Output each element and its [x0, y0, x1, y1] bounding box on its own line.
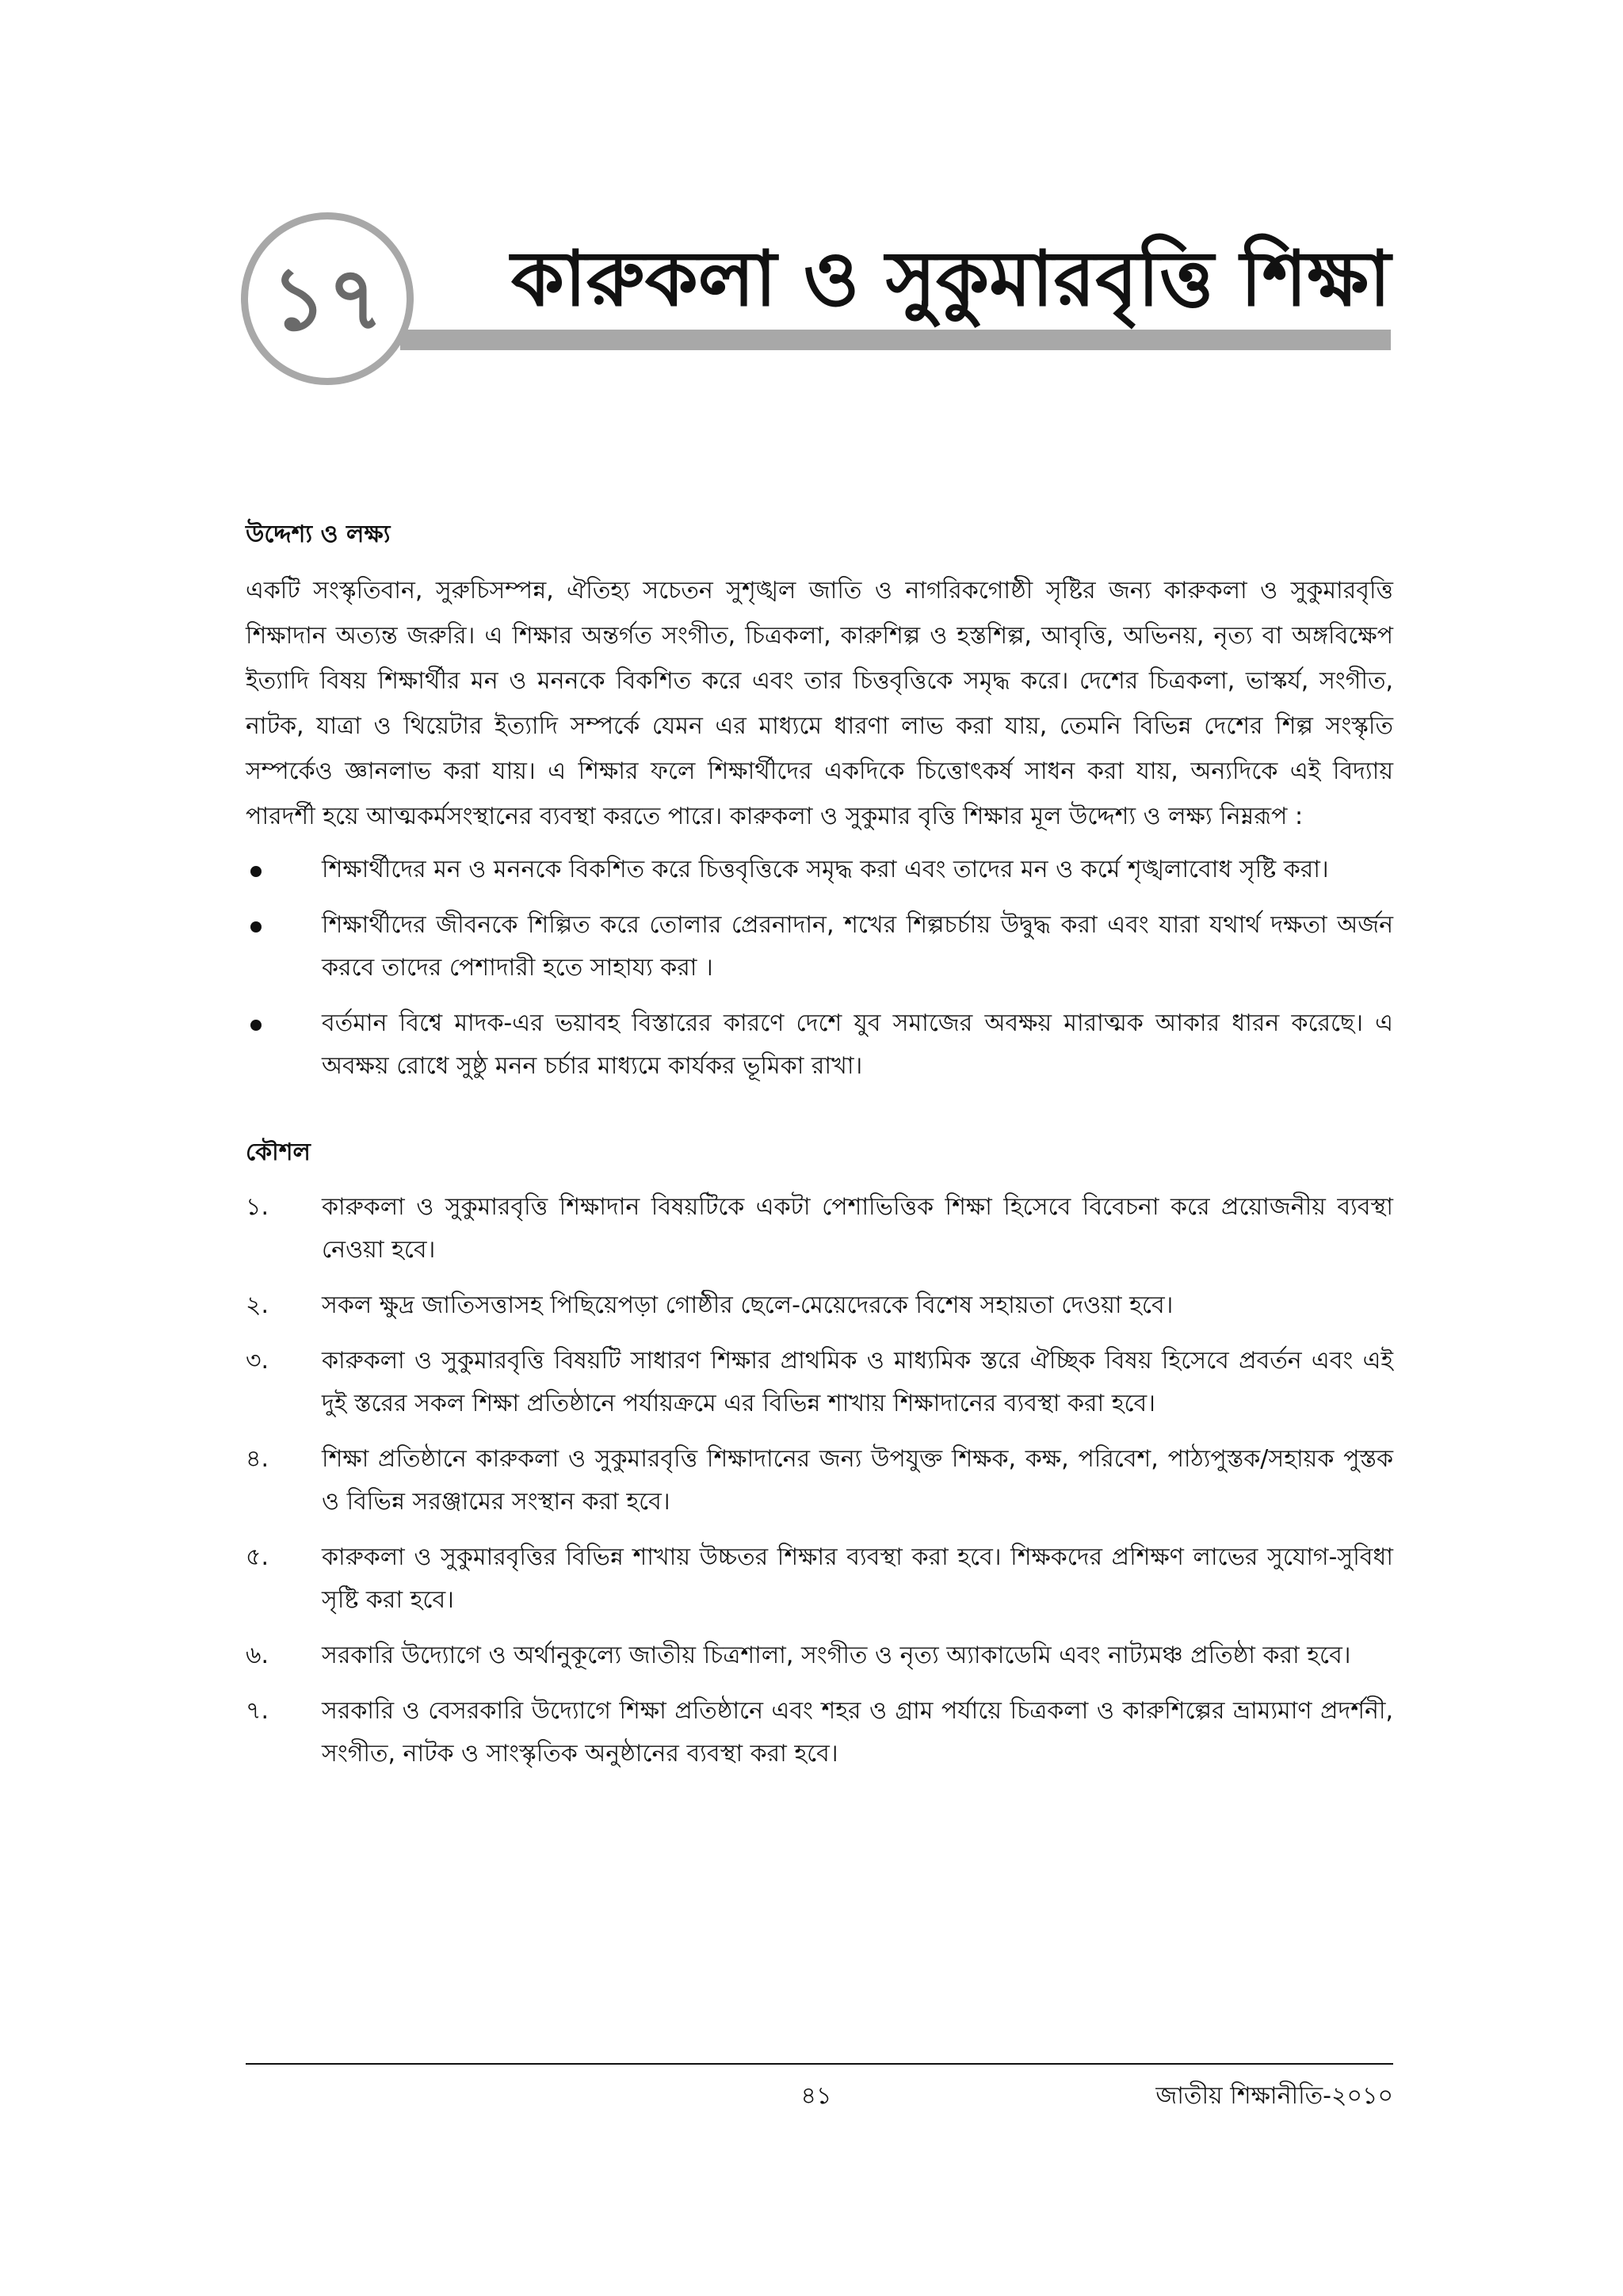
numbered-item — [246, 1690, 1393, 1775]
strategies-numbered-list — [246, 1186, 1393, 1775]
objectives-paragraph: একটি সংস্কৃতিবান, সুরুচিসম্পন্ন, ঐতিহ্য সচেতন সুশৃঙ্খল জাতি ও নাগরিকগোষ্ঠী সৃষ্টির জন্য কারুকলা ও সুকুমারবৃত্তি শিক্ষাদান অত্যন্ত জরুরি। এ শিক্ষার অন্তর্গত সংগীত, চিত্রকলা, কারুশিল্প ও হস্তশিল্প, আবৃত্তি, অভিনয়, নৃত্য বা অঙ্গবিক্ষেপ ইত্যাদি বিষয় শিক্ষার্থীর মন ও মননকে বিকশিত করে এবং তার চিত্তবৃত্তিকে সমৃদ্ধ করে। দেশের চিত্রকলা, ভাস্কর্য, সংগীত, নাটক, যাত্রা ও থিয়েটার ইত্যাদি সম্পর্কে যেমন এর মাধ্যমে ধারণা লাভ করা যায়, তেমনি বিভিন্ন দেশের শিল্প সংস্কৃতি সম্পর্কেও জ্ঞানলাভ করা যায়। এ শিক্ষার ফলে শিক্ষার্থীদের একদিকে চিত্তোৎকর্ষ সাধন করা যায়, অন্যদিকে এই বিদ্যায় পারদর্শী হয়ে আত্মকর্মসংস্থানের ব্যবস্থা করতে পারে। কারুকলা ও সুকুমার বৃত্তি শিক্ষার মূল উদ্দেশ্য ও লক্ষ্য নিম্নরূপ : — [246, 577, 1393, 830]
bullet-text: শিক্ষার্থীদের মন ও মননকে বিকশিত করে চিত্তবৃত্তিকে সমৃদ্ধ করা এবং তাদের মন ও কর্মে শৃঙ্খলাবোধ সৃষ্টি করা। — [322, 856, 1329, 883]
item-text: সরকারি ও বেসরকারি উদ্যোগে শিক্ষা প্রতিষ্ঠানে এবং শহর ও গ্রাম পর্যায়ে চিত্রকলা ও কারুশিল্পের ভ্রাম্যমাণ প্রদর্শনী, সংগীত, নাটক ও সাংস্কৃতিক অনুষ্ঠানের ব্যবস্থা করা হবে। — [322, 1697, 1393, 1768]
item-text: শিক্ষা প্রতিষ্ঠানে কারুকলা ও সুকুমারবৃত্তি শিক্ষাদানের জন্য উপযুক্ত শিক্ষক, কক্ষ, পরিবেশ, পাঠ্যপুস্তক/সহায়ক পুস্তক ও বিভিন্ন সরঞ্জামের সংস্থান করা হবে। — [322, 1445, 1393, 1516]
bullet-icon — [250, 1020, 262, 1031]
item-number: ১. — [246, 1193, 269, 1221]
numbered-item — [246, 1438, 1393, 1524]
numbered-item — [246, 1284, 1393, 1327]
item-number: ৭. — [246, 1697, 269, 1725]
footer-divider — [246, 2063, 1393, 2065]
bullet-text: বর্তমান বিশ্বে মাদক-এর ভয়াবহ বিস্তারের কারণে দেশে যুব সমাজের অবক্ষয় মারাত্মক আকার ধারন করেছে। এ অবক্ষয় রোধে সুষ্ঠু মনন চর্চার মাধ্যমে কার্যকর ভূমিকা রাখা। — [322, 1009, 1393, 1080]
numbered-item — [246, 1634, 1393, 1677]
bullet-icon — [250, 921, 262, 933]
objectives-bullet-list — [246, 849, 1393, 1088]
page-content — [246, 519, 1393, 1788]
section-spacer — [246, 1100, 1393, 1137]
objectives-heading: উদ্দেশ্য ও লক্ষ্য — [246, 521, 391, 548]
item-number: ২. — [246, 1291, 269, 1319]
bullet-icon — [250, 866, 262, 877]
numbered-item — [246, 1340, 1393, 1425]
item-number: ৫. — [246, 1543, 269, 1571]
chapter-number-badge — [241, 212, 414, 385]
item-text: কারুকলা ও সুকুমারবৃত্তি শিক্ষাদান বিষয়টিকে একটা পেশাভিত্তিক শিক্ষা হিসেবে বিবেচনা করে প্রয়োজনীয় ব্যবস্থা নেওয়া হবে। — [322, 1193, 1393, 1264]
numbered-item — [246, 1536, 1393, 1622]
bullet-item — [246, 1002, 1393, 1088]
item-text: কারুকলা ও সুকুমারবৃত্তির বিভিন্ন শাখায় উচ্চতর শিক্ষার ব্যবস্থা করা হবে। শিক্ষকদের প্রশিক্ষণ লাভের সুযোগ-সুবিধা সৃষ্টি করা হবে। — [322, 1543, 1393, 1614]
strategies-section — [246, 1137, 1393, 1775]
item-text: সকল ক্ষুদ্র জাতিসত্তাসহ পিছিয়েপড়া গোষ্ঠীর ছেলে-মেয়েদেরকে বিশেষ সহায়তা দেওয়া হবে। — [322, 1291, 1174, 1319]
item-text: সরকারি উদ্যোগে ও অর্থানুকূল্যে জাতীয় চিত্রশালা, সংগীত ও নৃত্য অ্যাকাডেমি এবং নাট্যমঞ্চ প্রতিষ্ঠা করা হবে। — [322, 1642, 1351, 1669]
bullet-text: শিক্ষার্থীদের জীবনকে শিল্পিত করে তোলার প্রেরনাদান, শখের শিল্পচর্চায় উদ্বুদ্ধ করা এবং যারা যথার্থ দক্ষতা অর্জন করবে তাদের পেশাদারী হতে সাহায্য করা । — [322, 911, 1393, 982]
item-number: ৪. — [246, 1445, 269, 1473]
strategies-heading: কৌশল — [246, 1138, 311, 1166]
chapter-number: ১৭ — [270, 247, 384, 349]
bullet-item — [246, 904, 1393, 990]
numbered-item — [246, 1186, 1393, 1272]
chapter-header — [0, 0, 1623, 412]
chapter-title: কারুকলা ও সুকুমারবৃত্তি শিক্ষা — [510, 234, 1391, 323]
chapter-title-underline — [400, 330, 1391, 350]
objectives-section — [246, 519, 1393, 1088]
item-number: ৬. — [246, 1642, 269, 1669]
item-text: কারুকলা ও সুকুমারবৃত্তি বিষয়টি সাধারণ শিক্ষার প্রাথমিক ও মাধ্যমিক স্তরে ঐচ্ছিক বিষয় হিসেবে প্রবর্তন এবং এই দুই স্তরের সকল শিক্ষা প্রতিষ্ঠানে পর্যায়ক্রমে এর বিভিন্ন শাখায় শিক্ষাদানের ব্যবস্থা করা হবে। — [322, 1347, 1393, 1417]
item-number: ৩. — [246, 1347, 269, 1375]
footer-document-title: জাতীয় শিক্ষানীতি-২০১০ — [1155, 2082, 1393, 2110]
bullet-item — [246, 849, 1393, 891]
page-number: ৪১ — [800, 2082, 832, 2110]
